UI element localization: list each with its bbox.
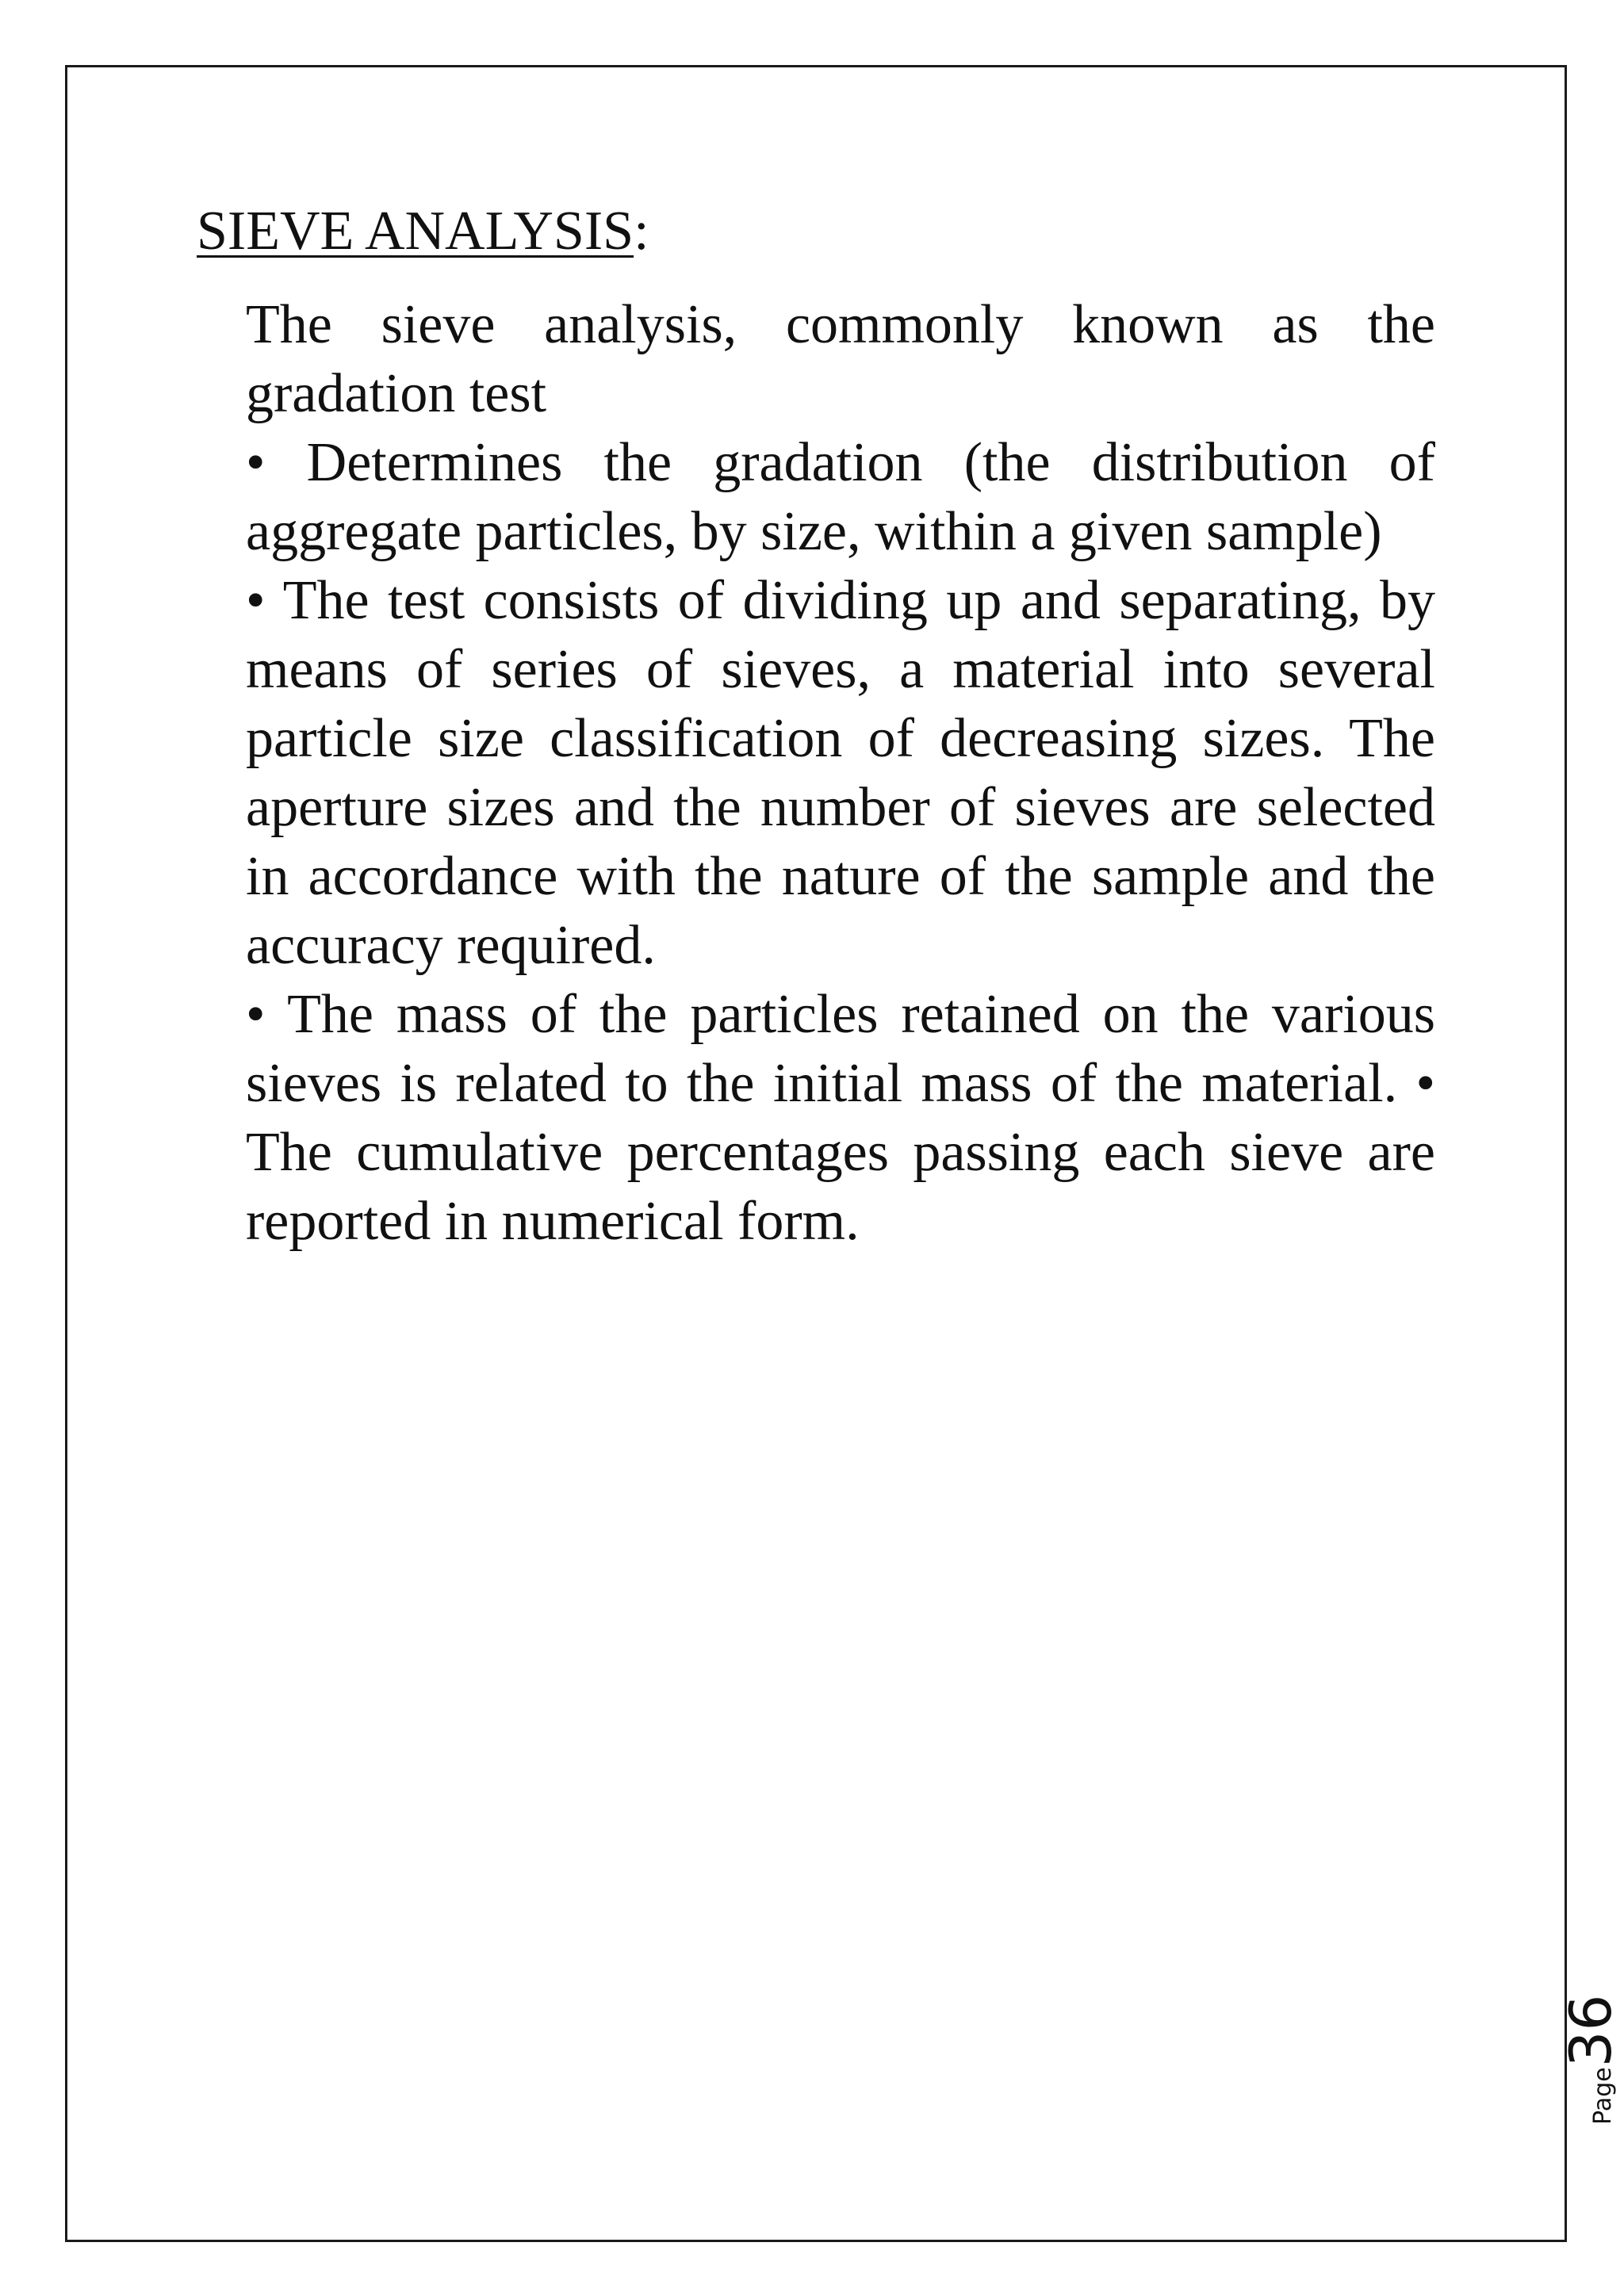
page-number	[1507, 1958, 1624, 2133]
section-heading	[197, 197, 649, 266]
paragraph-bullet-gradation: • Determines the gradation (the distribution of aggregate particles, by size, within a given sample)	[246, 432, 1435, 562]
heading-text: SIEVE ANALYSIS	[197, 201, 634, 262]
paragraph-bullet-mass: • The mass of the particles retained on the various sieves is related to the initial mass of the material. • The cumulative percentages passing each sieve are reported in numerical form.	[246, 984, 1435, 1252]
page-label: Page	[1589, 2067, 1617, 2125]
paragraph-intro: The sieve analysis, commonly known as the gradation test	[246, 294, 1435, 424]
paragraph-bullet-test: • The test consists of dividing up and separating, by means of series of sieves, a material into several particle size classification of decreasing sizes. The aperture sizes and the number of sieves are selected in accordance with the nature of the sample and the accuracy required.	[246, 570, 1435, 976]
heading-colon: :	[634, 201, 649, 262]
page-number-value: 36	[1557, 1994, 1624, 2068]
body-text	[246, 290, 1435, 1256]
